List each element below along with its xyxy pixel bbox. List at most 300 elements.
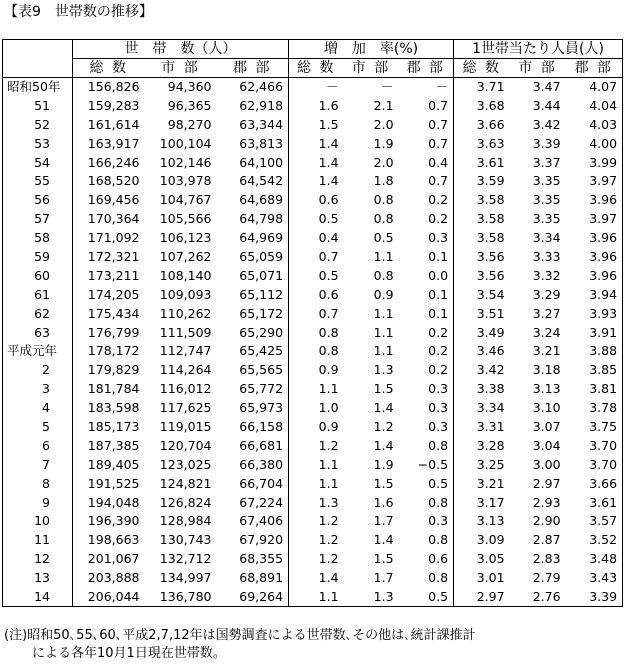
value-cell: 67,406 (239, 513, 284, 529)
value-cell: 69,264 (217, 588, 289, 607)
value-cell: 64,689 (239, 192, 284, 208)
year-cell: 9 (3, 493, 73, 512)
value-cell: 3.81 (566, 380, 623, 399)
value-cell: 4.00 (566, 134, 623, 153)
table-row (3, 436, 623, 455)
value-cell: 2.97 (532, 475, 561, 491)
value-cell: 3.75 (566, 418, 623, 437)
table-row (3, 380, 623, 399)
value-cell: 3.42 (454, 361, 510, 380)
value-cell: 3.39 (566, 588, 623, 607)
value-cell: 3.48 (566, 550, 623, 569)
value-cell: 3.17 (454, 493, 510, 512)
value-cell: － (435, 79, 449, 95)
value-cell: 3.44 (532, 97, 561, 113)
value-cell: 3.34 (532, 230, 561, 246)
header-row-groups (3, 40, 623, 59)
value-cell: 65,425 (239, 343, 284, 359)
table-row (3, 153, 623, 172)
header-corner-lower (3, 59, 73, 78)
value-cell: 1.1 (289, 455, 344, 474)
table-row (3, 210, 623, 229)
year-cell: 55 (3, 172, 73, 191)
value-cell: 0.3 (428, 381, 449, 397)
value-cell: 0.8 (428, 570, 449, 586)
value-cell: 0.6 (428, 551, 449, 567)
value-cell: 64,542 (239, 173, 284, 189)
value-cell: 104,767 (159, 192, 212, 208)
value-cell: 3.21 (454, 474, 510, 493)
value-cell: 3.78 (566, 399, 623, 418)
value-cell: 4.07 (566, 78, 623, 97)
year-cell: 51 (3, 96, 73, 115)
value-cell: 3.56 (454, 266, 510, 285)
value-cell: 126,824 (159, 494, 212, 510)
year-cell: 58 (3, 229, 73, 248)
value-cell: 0.1 (428, 305, 449, 321)
value-cell: 1.4 (373, 532, 394, 548)
value-cell: 67,224 (239, 494, 284, 510)
header-sub: 市 部 (344, 59, 399, 78)
year-cell: 3 (3, 380, 73, 399)
value-cell: 2.97 (454, 588, 510, 607)
value-cell: 3.32 (532, 267, 561, 283)
value-cell: 3.01 (454, 569, 510, 588)
value-cell: 68,355 (239, 551, 284, 567)
value-cell: 103,978 (159, 173, 212, 189)
value-cell: 3.58 (454, 191, 510, 210)
header-persons: 1世帯当たり人員(人) (454, 40, 623, 59)
value-cell: 3.52 (566, 531, 623, 550)
value-cell: 4.03 (566, 115, 623, 134)
value-cell: 65,973 (239, 400, 284, 416)
value-cell: 65,565 (239, 362, 284, 378)
value-cell: 0.3 (428, 400, 449, 416)
footnote-line-1: (注)昭和50､55､60､平成2,7,12年は国勢調査による世帯数､その他は､統計課推計 (4, 628, 476, 643)
value-cell: 124,821 (159, 475, 212, 491)
value-cell: 1.4 (373, 437, 394, 453)
table-row (3, 248, 623, 267)
value-cell: 120,704 (159, 437, 212, 453)
value-cell: 0.7 (428, 97, 449, 113)
table-row (3, 323, 623, 342)
header-sub: 総 数 (454, 59, 510, 78)
value-cell: 3.42 (532, 116, 561, 132)
value-cell: 1.3 (373, 362, 394, 378)
value-cell: 1.3 (289, 493, 344, 512)
value-cell: 1.5 (373, 475, 394, 491)
value-cell: 3.24 (532, 324, 561, 340)
value-cell: 1.1 (289, 474, 344, 493)
value-cell: 65,290 (239, 324, 284, 340)
value-cell: 3.61 (566, 493, 623, 512)
value-cell: 0.5 (399, 588, 454, 607)
value-cell: 3.97 (566, 172, 623, 191)
year-cell: 8 (3, 474, 73, 493)
value-cell: 196,390 (73, 512, 145, 531)
value-cell: 3.38 (454, 380, 510, 399)
value-cell: 98,270 (167, 116, 212, 132)
table-row (3, 588, 623, 607)
value-cell: 176,799 (73, 323, 145, 342)
value-cell: 166,246 (73, 153, 145, 172)
value-cell: 3.96 (566, 229, 623, 248)
year-cell: 10 (3, 512, 73, 531)
households-table (2, 39, 623, 607)
value-cell: 171,092 (73, 229, 145, 248)
value-cell: 0.7 (428, 116, 449, 132)
table-row (3, 304, 623, 323)
table-row (3, 474, 623, 493)
value-cell: 3.29 (532, 286, 561, 302)
value-cell: 63,344 (239, 116, 284, 132)
year-cell: 59 (3, 248, 73, 267)
value-cell: 109,093 (159, 286, 212, 302)
value-cell: 3.07 (532, 418, 561, 434)
table-title: 【表9 世帯数の推移】 (4, 4, 153, 20)
header-rate: 増 加 率(%) (289, 40, 454, 59)
value-cell: 0.2 (428, 324, 449, 340)
value-cell: 1.9 (373, 135, 394, 151)
value-cell: 179,829 (73, 361, 145, 380)
value-cell: 0.9 (289, 361, 344, 380)
table-row (3, 134, 623, 153)
table-row (3, 78, 623, 97)
value-cell: 100,104 (159, 135, 212, 151)
value-cell: 4.04 (566, 96, 623, 115)
value-cell: 66,681 (239, 437, 284, 453)
value-cell: 2.93 (532, 494, 561, 510)
value-cell: 0.8 (428, 532, 449, 548)
value-cell: 0.7 (428, 135, 449, 151)
value-cell: 3.94 (566, 285, 623, 304)
year-cell: 52 (3, 115, 73, 134)
value-cell: 112,747 (159, 343, 212, 359)
value-cell: 3.35 (532, 211, 561, 227)
footnote (4, 627, 476, 663)
table-row (3, 191, 623, 210)
value-cell: 0.8 (289, 342, 344, 361)
value-cell: 3.51 (454, 304, 510, 323)
value-cell: 0.6 (289, 191, 344, 210)
value-cell: 0.5 (373, 230, 394, 246)
table-row (3, 455, 623, 474)
value-cell: 3.09 (454, 531, 510, 550)
year-cell: 4 (3, 399, 73, 418)
value-cell: 189,405 (73, 455, 145, 474)
year-cell: 14 (3, 588, 73, 607)
table-row (3, 96, 623, 115)
value-cell: 0.3 (428, 418, 449, 434)
value-cell: 2.76 (510, 588, 566, 607)
value-cell: 173,211 (73, 266, 145, 285)
value-cell: 65,071 (239, 267, 284, 283)
value-cell: 3.58 (454, 229, 510, 248)
value-cell: 183,598 (73, 399, 145, 418)
value-cell: 1.2 (289, 531, 344, 550)
value-cell: 65,772 (239, 381, 284, 397)
value-cell: 0.8 (373, 192, 394, 208)
value-cell: 3.13 (454, 512, 510, 531)
value-cell: 3.88 (566, 342, 623, 361)
year-cell: 6 (3, 436, 73, 455)
value-cell: 175,434 (73, 304, 145, 323)
value-cell: 67,920 (239, 532, 284, 548)
value-cell: 3.61 (454, 153, 510, 172)
table-row (3, 531, 623, 550)
value-cell: 1.3 (344, 588, 399, 607)
value-cell: 3.59 (454, 172, 510, 191)
value-cell: 1.4 (289, 153, 344, 172)
header-sub: 郡 部 (566, 59, 623, 78)
value-cell: 1.7 (373, 513, 394, 529)
value-cell: 3.27 (532, 305, 561, 321)
value-cell: 3.25 (454, 455, 510, 474)
value-cell: 114,264 (159, 362, 212, 378)
value-cell: 191,525 (73, 474, 145, 493)
value-cell: 172,321 (73, 248, 145, 267)
header-sub: 市 部 (145, 59, 217, 78)
table-row (3, 550, 623, 569)
value-cell: 159,283 (73, 96, 145, 115)
value-cell: 3.35 (532, 192, 561, 208)
table-row (3, 229, 623, 248)
value-cell: 1.8 (373, 173, 394, 189)
value-cell: 132,712 (159, 551, 212, 567)
table-row (3, 266, 623, 285)
value-cell: 0.8 (373, 267, 394, 283)
value-cell: 3.21 (532, 343, 561, 359)
value-cell: 1.9 (373, 456, 394, 472)
year-cell: 5 (3, 418, 73, 437)
value-cell: 66,704 (239, 475, 284, 491)
year-cell: 62 (3, 304, 73, 323)
value-cell: 1.1 (373, 324, 394, 340)
value-cell: 3.37 (532, 154, 561, 170)
value-cell: 105,566 (159, 211, 212, 227)
value-cell: 3.96 (566, 191, 623, 210)
value-cell: 65,172 (239, 305, 284, 321)
value-cell: 0.1 (428, 248, 449, 264)
value-cell: 3.99 (566, 153, 623, 172)
header-sub: 郡 部 (217, 59, 289, 78)
value-cell: 3.10 (532, 400, 561, 416)
value-cell: 64,100 (239, 154, 284, 170)
value-cell: 107,262 (159, 248, 212, 264)
table-row (3, 361, 623, 380)
year-cell: 12 (3, 550, 73, 569)
table-row (3, 285, 623, 304)
value-cell: 123,025 (159, 456, 212, 472)
value-cell: 1.2 (289, 550, 344, 569)
value-cell: 2.83 (532, 551, 561, 567)
value-cell: 3.71 (454, 78, 510, 97)
value-cell: 1.4 (373, 400, 394, 416)
value-cell: 3.47 (532, 79, 561, 95)
value-cell: 130,743 (159, 532, 212, 548)
value-cell: 206,044 (73, 588, 145, 607)
year-cell: 61 (3, 285, 73, 304)
value-cell: 3.63 (454, 134, 510, 153)
value-cell: 0.5 (428, 475, 449, 491)
value-cell: 3.96 (566, 248, 623, 267)
year-cell: 13 (3, 569, 73, 588)
value-cell: 3.39 (532, 135, 561, 151)
value-cell: 0.7 (289, 248, 344, 267)
value-cell: 66,158 (239, 418, 284, 434)
value-cell: 110,262 (159, 305, 212, 321)
table-row (3, 493, 623, 512)
value-cell: 134,997 (159, 570, 212, 586)
header-sub: 市 部 (510, 59, 566, 78)
value-cell: 1.1 (373, 305, 394, 321)
value-cell: 64,969 (239, 230, 284, 246)
value-cell: 0.8 (373, 211, 394, 227)
year-cell: 60 (3, 266, 73, 285)
value-cell: 2.90 (532, 513, 561, 529)
value-cell: 187,385 (73, 436, 145, 455)
table-row (3, 399, 623, 418)
header-households: 世 帯 数（人） (73, 40, 289, 59)
table-row (3, 512, 623, 531)
value-cell: 3.00 (532, 456, 561, 472)
value-cell: 62,466 (239, 79, 284, 95)
value-cell: 94,360 (167, 79, 212, 95)
value-cell: 0.7 (428, 173, 449, 189)
value-cell: 168,520 (73, 172, 145, 191)
value-cell: 0.2 (428, 362, 449, 378)
value-cell: 3.33 (532, 248, 561, 264)
year-cell: 53 (3, 134, 73, 153)
value-cell: 1.4 (289, 172, 344, 191)
value-cell: 1.6 (289, 96, 344, 115)
value-cell: 201,067 (73, 550, 145, 569)
value-cell: 194,048 (73, 493, 145, 512)
footnote-line-2: による各年10月1日現在世帯数。 (32, 646, 226, 661)
value-cell: 2.1 (373, 97, 394, 113)
year-cell: 63 (3, 323, 73, 342)
value-cell: 65,112 (239, 286, 284, 302)
value-cell: 0.8 (428, 437, 449, 453)
value-cell: 102,146 (159, 154, 212, 170)
value-cell: 117,625 (159, 400, 212, 416)
value-cell: 1.1 (289, 588, 344, 607)
value-cell: 3.66 (566, 474, 623, 493)
value-cell: 3.97 (566, 210, 623, 229)
value-cell: 128,984 (159, 513, 212, 529)
value-cell: 64,798 (239, 211, 284, 227)
value-cell: 1.4 (289, 134, 344, 153)
value-cell: 1.1 (373, 248, 394, 264)
value-cell: 0.8 (289, 323, 344, 342)
value-cell: 169,456 (73, 191, 145, 210)
year-cell: 平成元年 (3, 342, 73, 361)
value-cell: 0.3 (428, 230, 449, 246)
value-cell: 1.5 (373, 381, 394, 397)
value-cell: 68,891 (239, 570, 284, 586)
value-cell: 3.18 (532, 362, 561, 378)
value-cell: 106,123 (159, 230, 212, 246)
value-cell: 0.3 (428, 513, 449, 529)
value-cell: 1.5 (289, 115, 344, 134)
value-cell: 3.46 (454, 342, 510, 361)
value-cell: 0.7 (289, 304, 344, 323)
table-row (3, 342, 623, 361)
value-cell: 174,205 (73, 285, 145, 304)
value-cell: － (289, 78, 344, 97)
value-cell: 156,826 (73, 78, 145, 97)
value-cell: 0.5 (289, 210, 344, 229)
value-cell: 3.43 (566, 569, 623, 588)
value-cell: 2.0 (373, 154, 394, 170)
year-cell: 56 (3, 191, 73, 210)
value-cell: 3.04 (532, 437, 561, 453)
value-cell: −0.5 (417, 456, 449, 472)
value-cell: 3.70 (566, 455, 623, 474)
header-corner (3, 40, 73, 59)
value-cell: 1.6 (373, 494, 394, 510)
table-row (3, 569, 623, 588)
value-cell: 96,365 (167, 97, 212, 113)
value-cell: 178,172 (73, 342, 145, 361)
year-cell: 昭和50年 (3, 78, 73, 97)
value-cell: 0.9 (289, 418, 344, 437)
value-cell: 1.7 (373, 570, 394, 586)
value-cell: 0.6 (289, 285, 344, 304)
value-cell: 198,663 (73, 531, 145, 550)
year-cell: 2 (3, 361, 73, 380)
value-cell: 119,015 (159, 418, 212, 434)
value-cell: 0.9 (373, 286, 394, 302)
table-row (3, 115, 623, 134)
value-cell: 1.0 (289, 399, 344, 418)
value-cell: 3.58 (454, 210, 510, 229)
value-cell: 136,780 (145, 588, 217, 607)
value-cell: 2.87 (532, 532, 561, 548)
value-cell: 3.54 (454, 285, 510, 304)
value-cell: 0.2 (428, 211, 449, 227)
value-cell: 3.57 (566, 512, 623, 531)
year-cell: 7 (3, 455, 73, 474)
value-cell: 116,012 (159, 381, 212, 397)
value-cell: 0.0 (428, 267, 449, 283)
year-cell: 54 (3, 153, 73, 172)
value-cell: 3.56 (454, 248, 510, 267)
value-cell: 3.66 (454, 115, 510, 134)
value-cell: 62,918 (239, 97, 284, 113)
header-row-sub (3, 59, 623, 78)
table-row (3, 418, 623, 437)
value-cell: 108,140 (159, 267, 212, 283)
value-cell: 3.91 (566, 323, 623, 342)
value-cell: 1.2 (289, 512, 344, 531)
value-cell: 181,784 (73, 380, 145, 399)
value-cell: 3.35 (532, 173, 561, 189)
value-cell: 0.8 (428, 494, 449, 510)
value-cell: 1.4 (289, 569, 344, 588)
value-cell: 0.2 (428, 343, 449, 359)
year-cell: 57 (3, 210, 73, 229)
header-sub: 郡 部 (399, 59, 454, 78)
value-cell: 0.5 (289, 266, 344, 285)
value-cell: 170,364 (73, 210, 145, 229)
year-cell: 11 (3, 531, 73, 550)
value-cell: 3.85 (566, 361, 623, 380)
value-cell: 163,917 (73, 134, 145, 153)
value-cell: 0.1 (428, 286, 449, 302)
value-cell: 111,509 (159, 324, 212, 340)
value-cell: 203,888 (73, 569, 145, 588)
